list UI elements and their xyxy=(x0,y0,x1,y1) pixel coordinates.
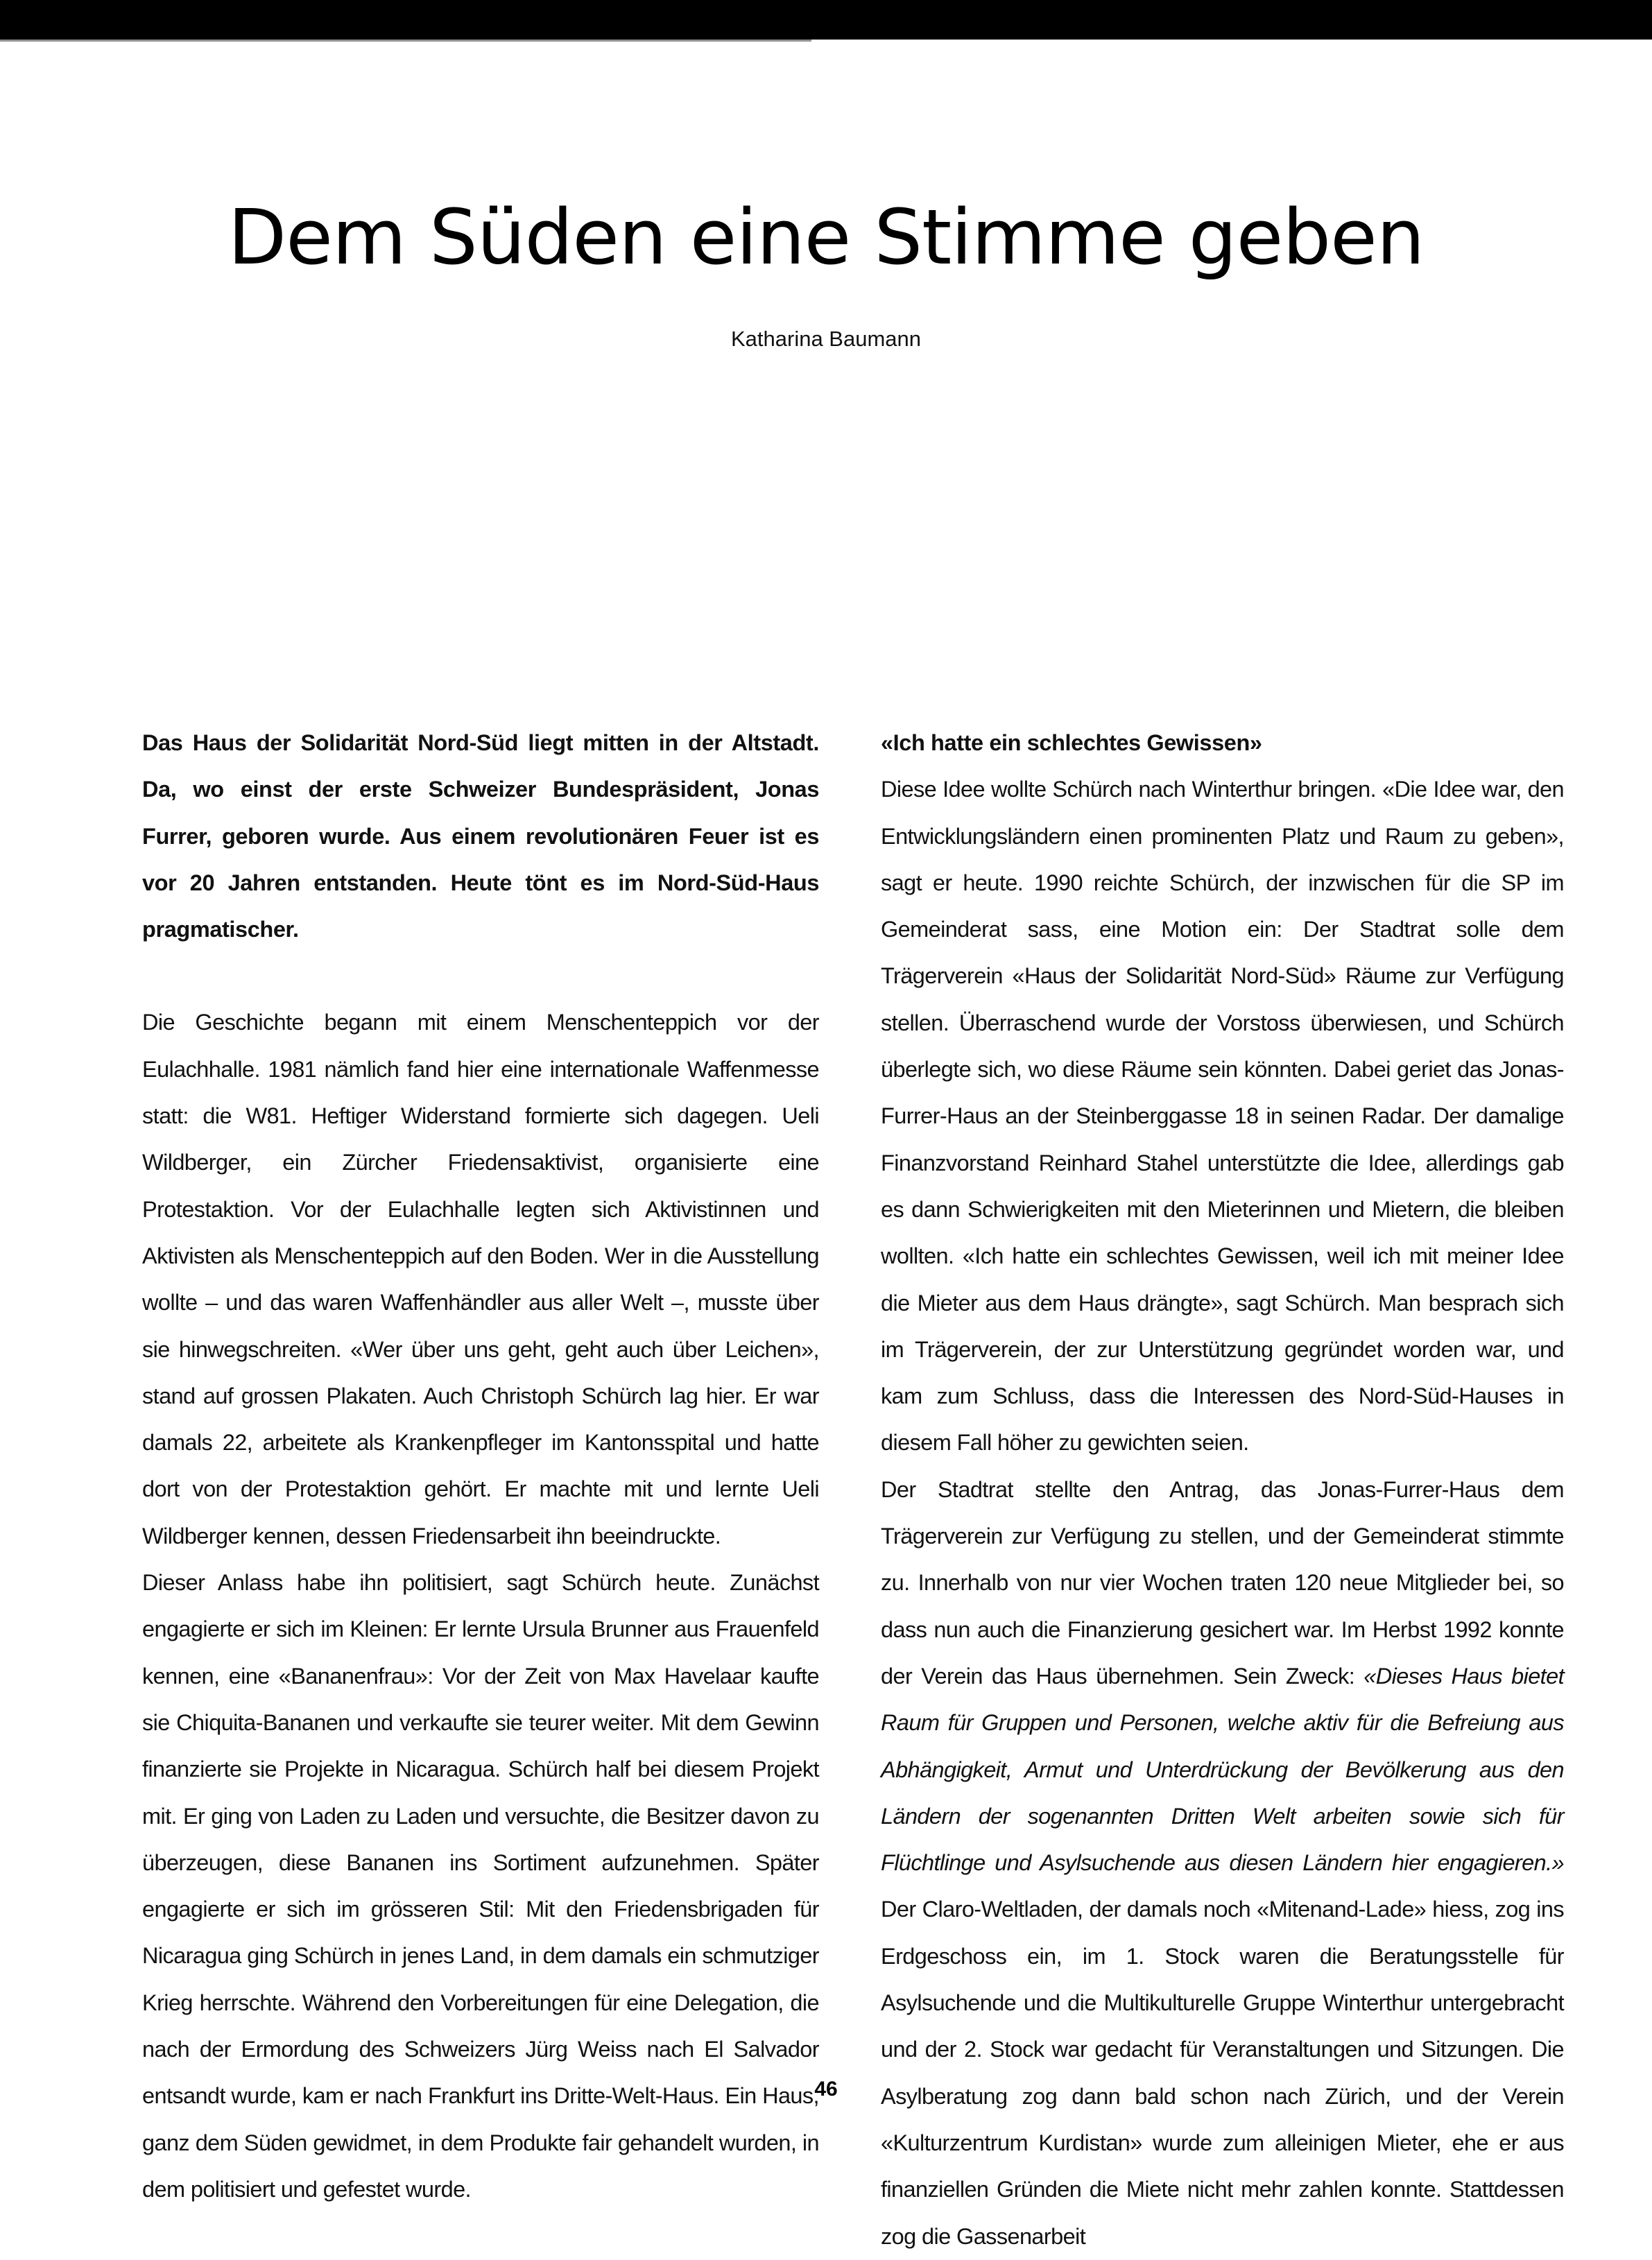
right-column xyxy=(881,720,1564,2260)
body-paragraph: Diese Idee wollte Schürch nach Winterthur bringen. «Die Idee war, den Entwicklungsländern einen prominenten Platz und Raum zu geben», sagt er heute. 1990 reichte Schürch, der inzwischen für die SP im Gemeinderat sass, eine Motion ein: Der Stadtrat solle dem Trägerverein «Haus der Solidarität Nord-Süd» Räume zur Verfügung stellen. Überraschend wurde der Vorstoss überwiesen, und Schürch überlegte sich, wo diese Räume sein könnten. Dabei geriet das Jonas-Furrer-Haus an der Steinberggasse 18 in seinen Radar. Der damalige Finanzvorstand Reinhard Stahel unterstützte die Idee, allerdings gab es dann Schwierigkeiten mit den Mieterinnen und Mietern, die bleiben wollten. «Ich hatte ein schlechtes Gewissen, weil ich mit meiner Idee die Mieter aus dem Haus drängte», sagt Schürch. Man besprach sich im Trägerverein, der zur Unterstützung gegründet worden war, und kam zum Schluss, dass die Interessen des Nord-Süd-Hauses in diesem Fall höher zu gewichten seien. xyxy=(881,777,1564,1456)
body-paragraph xyxy=(881,1467,1564,2260)
paragraph-spacer xyxy=(142,953,819,999)
paragraph-text: Der Claro-Weltladen, der damals noch «Mitenand-Lade» hiess, zog ins Erdgeschoss ein, im 1. Stock waren die Beratungsstelle für Asylsuchende und die Multikulturelle Gruppe Winterthur untergebracht und der 2. Stock war gedacht für Veranstaltungen und Sitzungen. Die Asylberatung zog dann bald schon nach Zürich, und der Verein «Kulturzentrum Kurdistan» wurde zum alleinigen Mieter, ehe er aus finanziellen Gründen die Miete nicht mehr zahlen konnte. Stattdessen zog die Gassenarbeit xyxy=(881,1897,1564,2249)
page-number: 46 xyxy=(814,2078,838,2101)
scan-bar-edge xyxy=(0,40,811,42)
article-lead: Das Haus der Solidarität Nord-Süd liegt mitten in der Altstadt. Da, wo einst der erste Schweizer Bundespräsident, Jonas Furrer, geboren wurde. Aus einem revolutionären Feuer ist es vor 20 Jahren entstanden. Heute tönt es im Nord-Süd-Haus pragmatischer. xyxy=(142,730,819,942)
article-author: Katharina Baumann xyxy=(730,327,922,351)
purpose-quote: «Dieses Haus bietet Raum für Gruppen und Personen, welche aktiv für die Befreiung aus Abhängigkeit, Armut und Unterdrückung der Bevölkerung aus den Ländern der sogenannten Dritten Welt arbeiten sowie sich für Flüchtlinge und Asylsuchende aus diesen Ländern hier engagieren.» xyxy=(881,1663,1564,1876)
paragraph-text: Der Stadtrat stellte den Antrag, das Jonas-Furrer-Haus dem Trägerverein zur Verfügung zu stellen, und der Gemeinderat stimmte zu. Innerhalb von nur vier Wochen traten 120 neue Mitglieder bei, so dass nun auch die Finanzierung gesichert war. Im Herbst 1992 konnte der Verein das Haus übernehmen. Sein Zweck: xyxy=(881,1476,1564,1689)
scan-top-black-bar xyxy=(0,0,1652,40)
article-title: Dem Süden eine Stimme geben xyxy=(227,193,1425,282)
left-column xyxy=(142,720,819,2213)
body-paragraph: Die Geschichte begann mit einem Menschenteppich vor der Eulachhalle. 1981 nämlich fand hier eine internationale Waffenmesse statt: die W81. Heftiger Widerstand formierte sich dagegen. Ueli Wildberger, ein Zürcher Friedensaktivist, organisierte eine Protestaktion. Vor der Eulachhalle legten sich Aktivistinnen und Aktivisten als Menschenteppich auf den Boden. Wer in die Ausstellung wollte – und das waren Waffenhändler aus aller Welt –, musste über sie hinwegschreiten. «Wer über uns geht, geht auch über Leichen», stand auf grossen Plakaten. Auch Christoph Schürch lag hier. Er war damals 22, arbeitete als Krankenpfleger im Kantonsspital und hatte dort von der Protestaktion gehört. Er machte mit und lernte Ueli Wildberger kennen, dessen Friedensarbeit ihn beeindruckte. xyxy=(142,1010,819,1549)
body-paragraph: Dieser Anlass habe ihn politisiert, sagt Schürch heute. Zunächst engagierte er sich im Kleinen: Er lernte Ursula Brunner aus Frauenfeld kennen, eine «Bananenfrau»: Vor der Zeit von Max Havelaar kaufte sie Chiquita-Bananen und verkaufte sie teurer weiter. Mit dem Gewinn finanzierte sie Projekte in Nicaragua. Schürch half bei diesem Projekt mit. Er ging von Laden zu Laden und versuchte, die Besitzer davon zu überzeugen, diese Bananen ins Sortiment aufzunehmen. Später engagierte er sich im grösseren Stil: Mit den Friedensbrigaden für Nicaragua ging Schürch in jenes Land, in dem damals ein schmutziger Krieg herrschte. Während den Vorbereitungen für eine Delegation, die nach der Ermordung des Schweizers Jürg Weiss nach El Salvador entsandt wurde, kam er nach Frankfurt ins Dritte-Welt-Haus. Ein Haus, ganz dem Süden gewidmet, in dem Produkte fair gehandelt wurden, in dem politisiert und gefestet wurde. xyxy=(142,1570,819,2202)
section-subheading: «Ich hatte ein schlechtes Gewissen» xyxy=(881,730,1262,755)
